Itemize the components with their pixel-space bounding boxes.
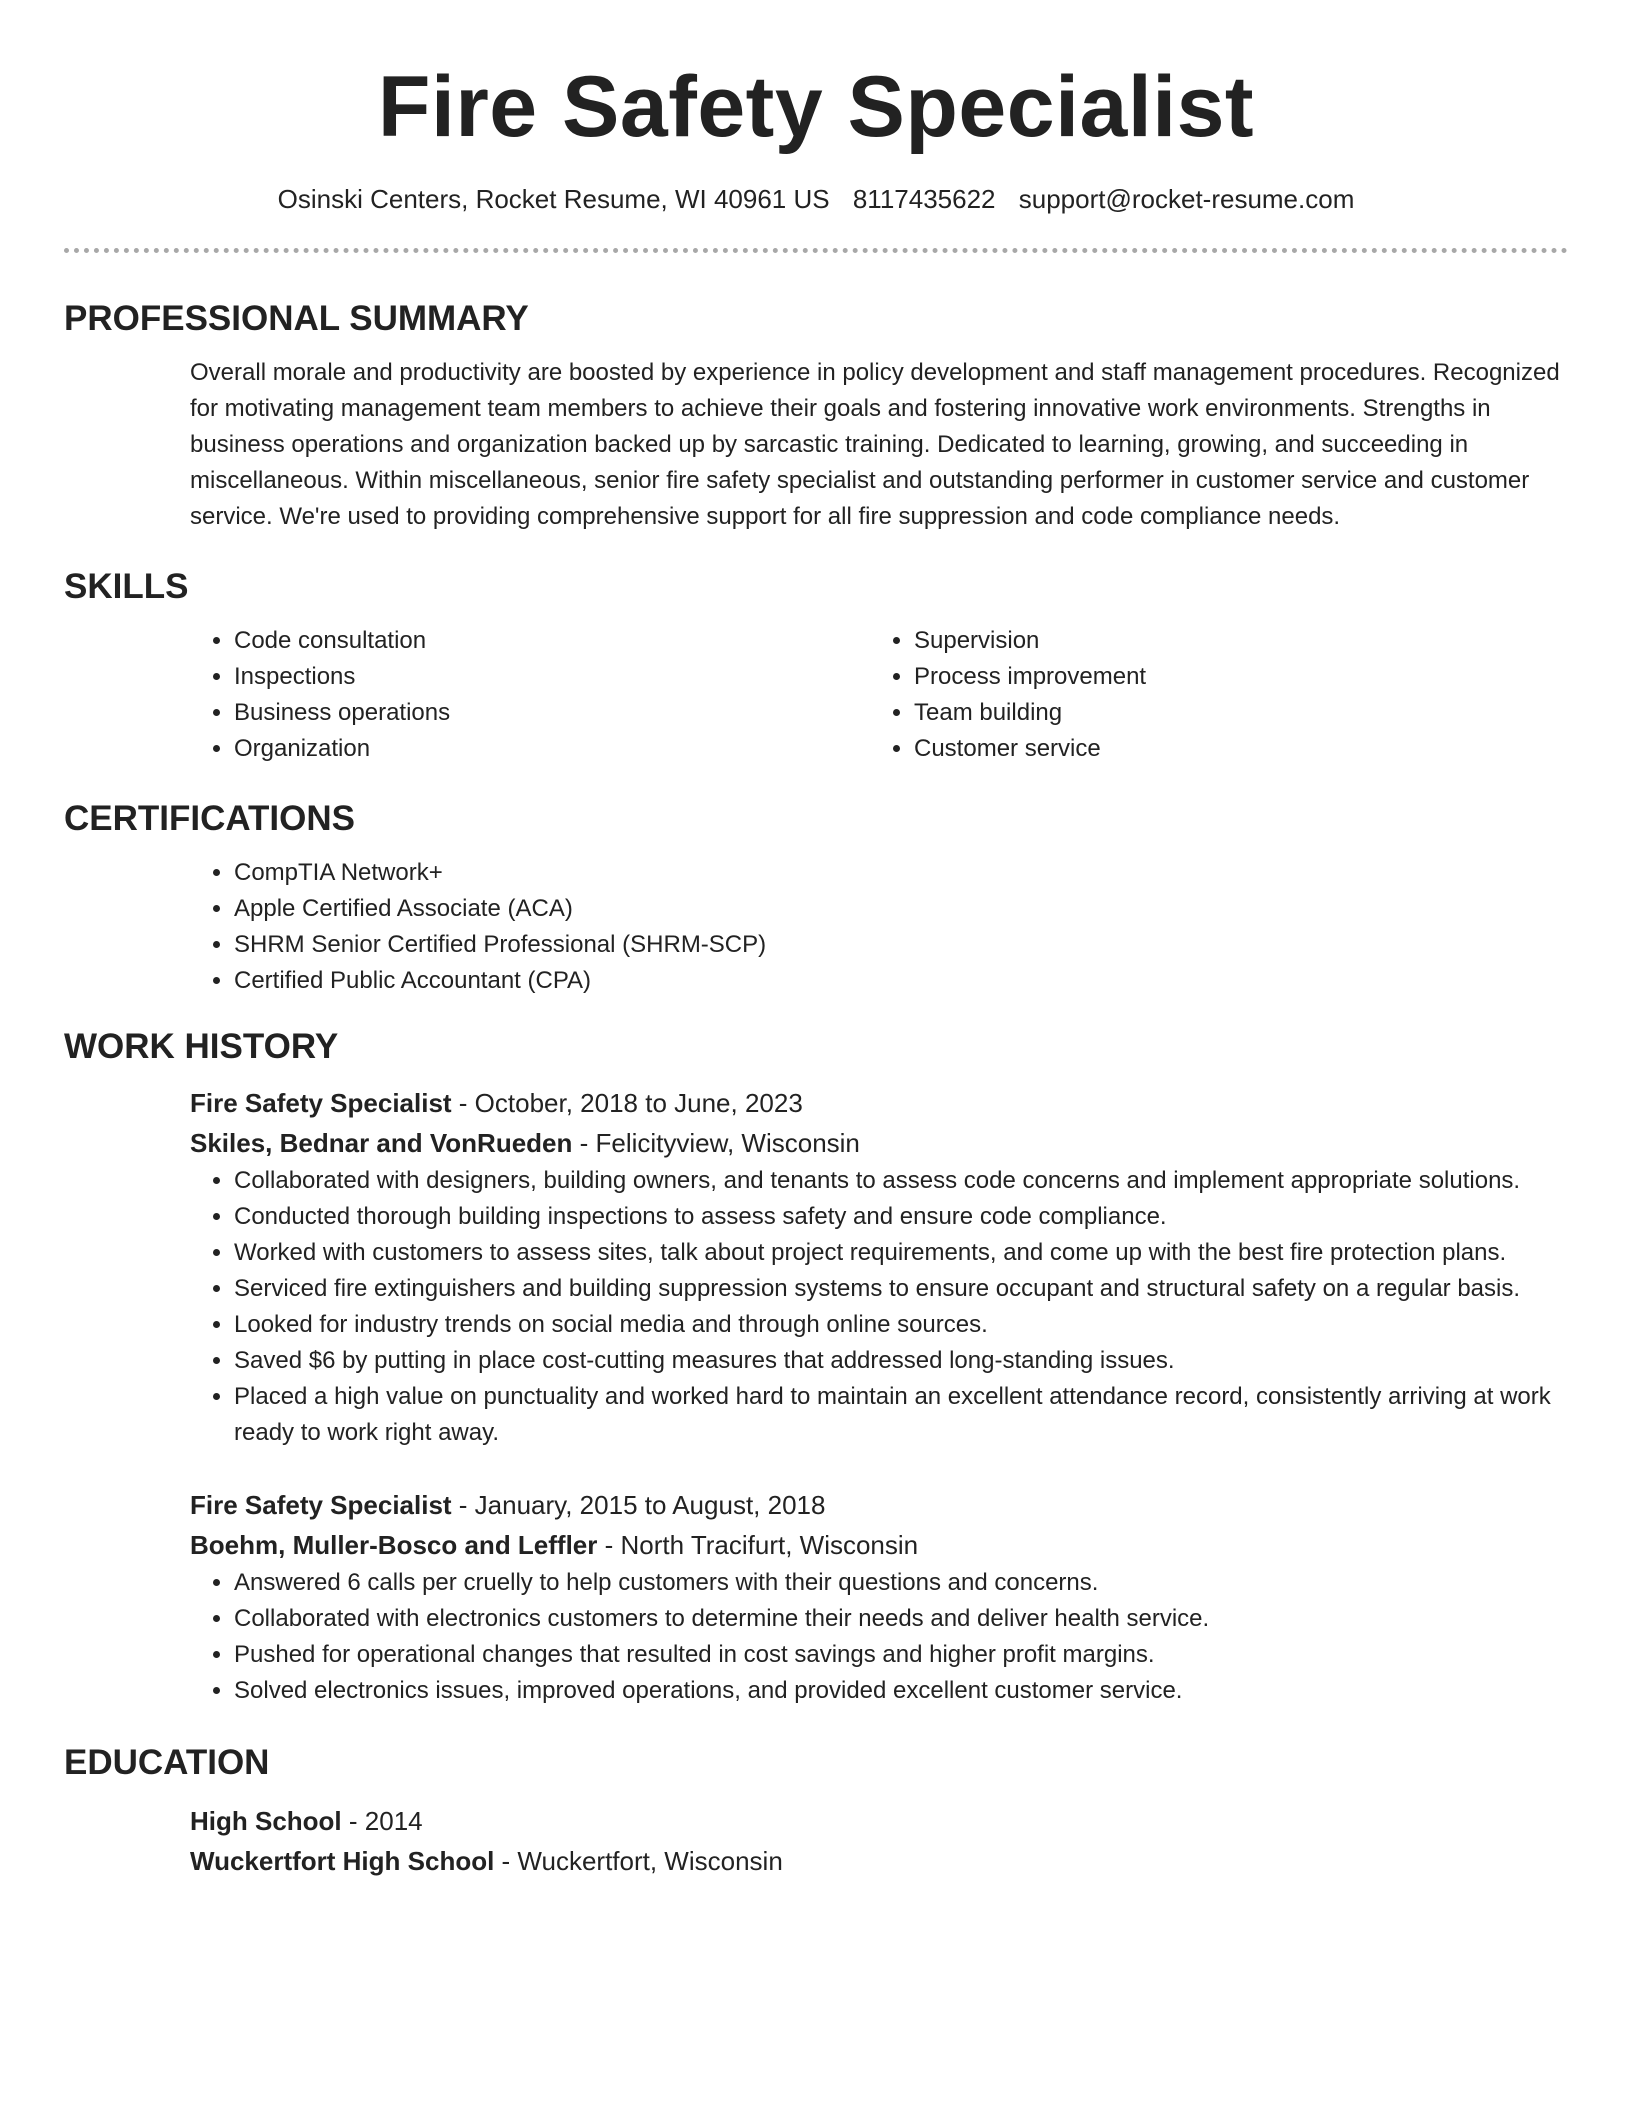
- job-company: Boehm, Muller-Bosco and Leffler: [190, 1530, 598, 1560]
- skill-item: • Organization: [234, 731, 870, 767]
- resume-page: [64, 0, 1568, 1881]
- education-school: Wuckertfort High School: [190, 1846, 495, 1876]
- certifications-heading: CERTIFICATIONS: [64, 799, 356, 838]
- certification-item: • Certified Public Accountant (CPA): [234, 963, 1568, 999]
- job-bullet: • Conducted thorough building inspections to assess safety and ensure code compliance.: [234, 1199, 1568, 1235]
- job-bullet: • Worked with customers to assess sites, talk about project requirements, and come up with the best fire protection plans.: [234, 1235, 1568, 1271]
- work-history-heading: WORK HISTORY: [64, 1027, 339, 1066]
- certification-item: • Apple Certified Associate (ACA): [234, 891, 1568, 927]
- education-heading: EDUCATION: [64, 1743, 270, 1782]
- job-company-line: [190, 1525, 1568, 1565]
- contact-phone: 8117435622: [852, 184, 996, 214]
- skill-item: • Code consultation: [234, 623, 870, 659]
- job-entry: [190, 1083, 1568, 1451]
- education-entry: [190, 1801, 1568, 1881]
- skill-item: • Supervision: [914, 623, 1550, 659]
- job-bullets: [190, 1565, 1568, 1709]
- job-bullet: • Answered 6 calls per cruelly to help customers with their questions and concerns.: [234, 1565, 1568, 1601]
- skill-item: • Inspections: [234, 659, 870, 695]
- skills-column-left: [190, 623, 870, 767]
- job-title-line: [190, 1485, 1568, 1525]
- certification-item: • CompTIA Network+: [234, 855, 1568, 891]
- job-location: - Felicityview, Wisconsin: [572, 1128, 860, 1158]
- skills-heading: SKILLS: [64, 567, 189, 606]
- summary-text: Overall morale and productivity are boosted by experience in policy development and staff management procedures. Recognized for motivating management team members to achieve their goals and fostering innovative work environments. Strengths in business operations and organization backed up by sarcastic training. Dedicated to learning, growing, and succeeding in miscellaneous. Within miscellaneous, senior fire safety specialist and outstanding performer in customer service and customer service. We're used to providing comprehensive support for all fire suppression and code compliance needs.: [190, 359, 1560, 530]
- job-bullet: • Collaborated with electronics customers to determine their needs and deliver health service.: [234, 1601, 1568, 1637]
- certifications-list: [190, 855, 1568, 999]
- header-divider: [64, 248, 1568, 253]
- skill-item: • Process improvement: [914, 659, 1550, 695]
- education-degree-line: [190, 1801, 1568, 1841]
- education-school-line: [190, 1841, 1568, 1881]
- contact-email: support@rocket-resume.com: [1018, 184, 1355, 214]
- skill-item: • Business operations: [234, 695, 870, 731]
- job-bullet: • Placed a high value on punctuality and worked hard to maintain an excellent attendance record, consistently arriving at work ready to work right away.: [234, 1379, 1568, 1451]
- skills-list: [190, 623, 1568, 767]
- certification-item: • SHRM Senior Certified Professional (SHRM-SCP): [234, 927, 1568, 963]
- job-company: Skiles, Bednar and VonRueden: [190, 1128, 573, 1158]
- job-bullet: • Pushed for operational changes that resulted in cost savings and higher profit margins.: [234, 1637, 1568, 1673]
- education-location: - Wuckertfort, Wisconsin: [494, 1846, 783, 1876]
- job-bullet: • Looked for industry trends on social media and through online sources.: [234, 1307, 1568, 1343]
- education-degree: High School: [190, 1806, 342, 1836]
- education-year: - 2014: [341, 1806, 423, 1836]
- job-title-line: [190, 1083, 1568, 1123]
- job-bullet: • Solved electronics issues, improved operations, and provided excellent customer service.: [234, 1673, 1568, 1709]
- job-location: - North Tracifurt, Wisconsin: [597, 1530, 919, 1560]
- job-bullets: [190, 1163, 1568, 1451]
- resume-name: Fire Safety Specialist: [377, 59, 1255, 155]
- job-role: Fire Safety Specialist: [190, 1490, 452, 1520]
- job-dates: - October, 2018 to June, 2023: [451, 1088, 803, 1118]
- contact-line: [64, 182, 1568, 216]
- skill-item: • Customer service: [914, 731, 1550, 767]
- skill-item: • Team building: [914, 695, 1550, 731]
- job-company-line: [190, 1123, 1568, 1163]
- skills-column-right: [870, 623, 1550, 767]
- job-role: Fire Safety Specialist: [190, 1088, 452, 1118]
- job-entry: [190, 1485, 1568, 1709]
- job-bullet: • Collaborated with designers, building owners, and tenants to assess code concerns and implement appropriate solutions.: [234, 1163, 1568, 1199]
- job-dates: - January, 2015 to August, 2018: [451, 1490, 826, 1520]
- summary-heading: PROFESSIONAL SUMMARY: [64, 299, 529, 338]
- job-bullet: • Saved $6 by putting in place cost-cutting measures that addressed long-standing issues.: [234, 1343, 1568, 1379]
- job-bullet: • Serviced fire extinguishers and building suppression systems to ensure occupant and structural safety on a regular basis.: [234, 1271, 1568, 1307]
- contact-address: Osinski Centers, Rocket Resume, WI 40961 US: [277, 184, 830, 214]
